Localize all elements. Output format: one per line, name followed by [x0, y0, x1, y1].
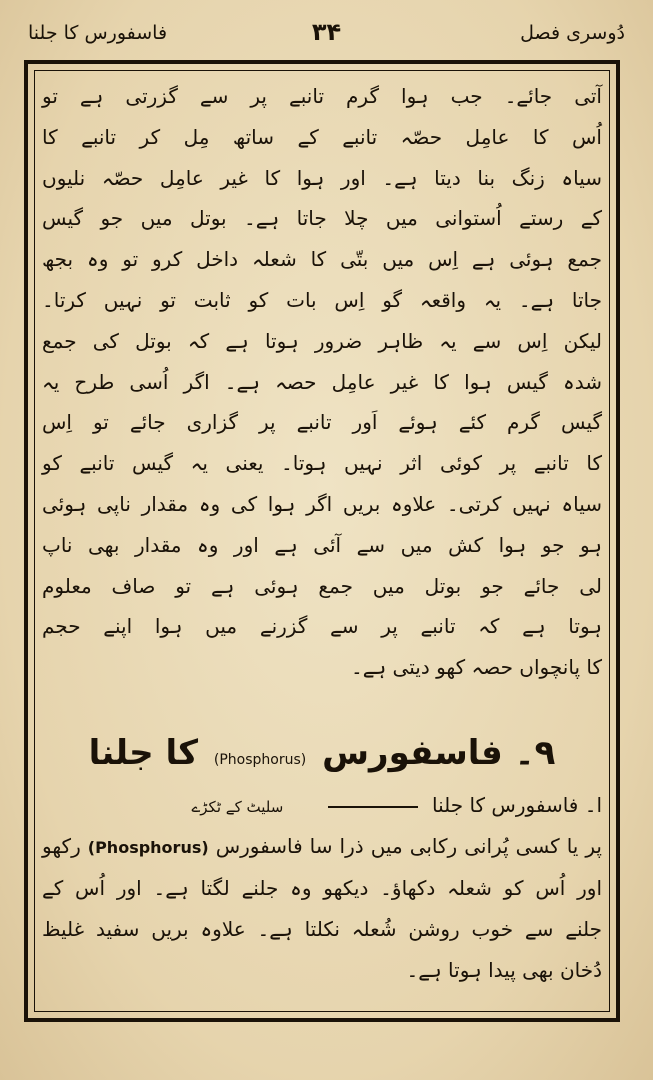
running-topic: فاسفورس کا جلنا [28, 22, 168, 44]
section-heading [42, 725, 602, 781]
page-number: ۳۴ [311, 18, 342, 46]
subsection-label: ا۔ فاسفورس کا جلنا [431, 793, 602, 817]
text-line: اُس کا عامِل حصّہ تانبے کے ساتھ مِل کر تانبے کا [42, 124, 602, 149]
text-line: جمع ہوئی ہے اِس میں بتّی کا شعلہ داخل کرو تو وہ بجھ [42, 247, 602, 272]
text-line: ہو جو ہوا کش میں سے آئی ہے اور وہ مقدار بھی ناپ [42, 532, 602, 557]
text-line: شدہ گیس ہوا کا غیر عامِل حصہ ہے۔ اگر اُسی طرح یہ [42, 369, 602, 394]
section-number: ۹۔ [514, 733, 556, 773]
latin-term: (Phosphorus) [87, 838, 209, 857]
text-segment: پر یا کسی پُرانی رکابی میں ذرا سا فاسفورس [215, 834, 603, 858]
subsection-note: سلیٹ کے ٹکڑے [191, 798, 284, 816]
text-line: کا تانبے پر کوئی اثر نہیں ہوتا۔ یعنی یہ گیس تانبے کو [42, 451, 602, 476]
text-segment: رکھو [42, 834, 81, 858]
text-line: لیکن اِس سے یہ ظاہر ضرور ہوتا ہے کہ بوتل کی جمع [42, 328, 602, 353]
text-line: کے رستے اُستوانی میں چلا جاتا ہے۔ بوتل میں جو گیس [42, 206, 602, 231]
dash-rule [328, 806, 418, 808]
section-title-latin: (Phosphorus) [213, 752, 307, 768]
text-line: سیاہ نہیں کرتی۔ علاوہ بریں اگر ہوا کی وہ مقدار ناپی ہوئی [42, 491, 602, 516]
text-line: آتی جائے۔ جب ہوا گرم تانبے پر سے گزرتی ہے تو [42, 84, 602, 108]
text-line: اور اُس کو شعلہ دکھاؤ۔ دیکھو وہ جلنے لگتا ہے۔ اور اُس کے [42, 876, 602, 900]
section-title-start: فاسفورس [322, 733, 503, 773]
text-line: لی جائے جو بوتل میں جمع ہوئی ہے تو صاف معلوم [42, 573, 602, 598]
page-header [20, 14, 633, 54]
text-line: جاتا ہے۔ یہ واقعہ گو اِس بات کو ثابت تو نہیں کرتا۔ [42, 287, 602, 312]
text-line: کا پانچواں حصہ کھو دیتی ہے۔ [351, 655, 602, 680]
text-line: ہوتا ہے کہ تانبے پر سے گزرنے میں ہوا اپنے حجم [42, 614, 602, 639]
text-line [42, 826, 602, 868]
chapter-title: دُوسری فصل [520, 22, 625, 44]
paragraph-1 [42, 76, 602, 688]
text-line: گیس گرم کئے ہوئے اَور تانبے پر گزاری جائے تو اِس [42, 410, 602, 435]
text-line: جلنے سے خوب روشن شُعلہ نکلتا ہے۔ علاوہ بریں سفید غلیظ [42, 917, 602, 941]
paragraph-2 [42, 826, 602, 991]
text-line: دُخان بھی پیدا ہوتا ہے۔ [406, 958, 602, 982]
subsection-heading [42, 784, 602, 828]
section-title-end: کا جلنا [88, 733, 199, 773]
text-line: سیاہ زنگ بنا دیتا ہے۔ اور ہوا کا غیر عامِل حصّہ نلیوں [42, 165, 602, 190]
